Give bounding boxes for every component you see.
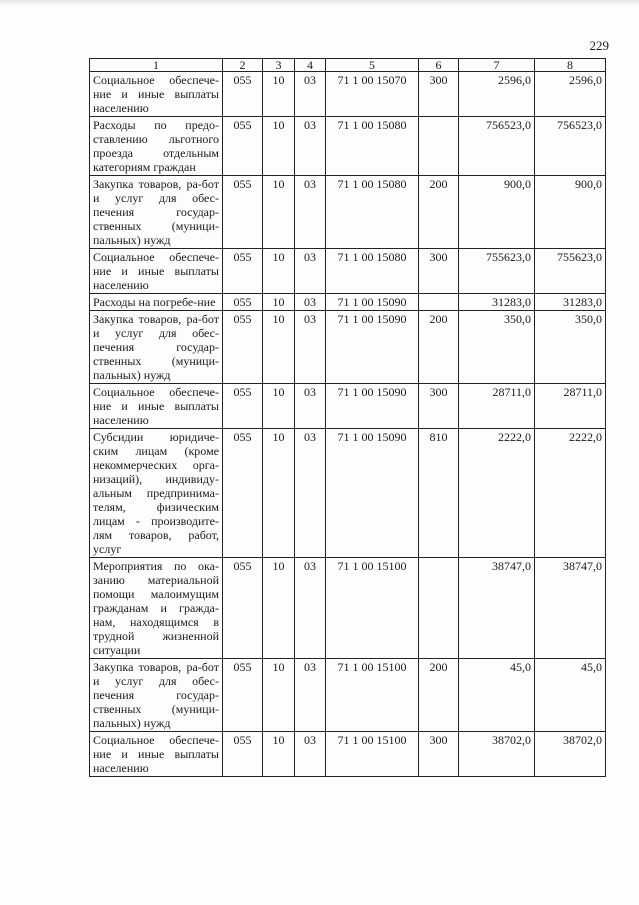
subsection-code-cell: 03 — [295, 558, 326, 659]
amount-cell: 2596,0 — [535, 72, 606, 117]
table-row — [90, 732, 606, 777]
row-name-cell: Субсидии юридиче-ским лицам (кроме некоммерческих орга-низаций), индивиду-альным предпринима-телям, физическим лицам - производите-лям товаров, работ, услуг — [90, 429, 223, 558]
expense-type-cell — [419, 558, 459, 659]
page-number: 229 — [589, 38, 609, 53]
header-row — [90, 59, 606, 72]
ministry-code-cell: 055 — [223, 117, 263, 176]
amount-cell: 45,0 — [535, 659, 606, 732]
expense-type-cell: 300 — [419, 249, 459, 294]
amount-cell: 2222,0 — [459, 429, 535, 558]
subsection-code-cell: 03 — [295, 249, 326, 294]
subsection-code-cell: 03 — [295, 294, 326, 311]
expense-type-cell: 200 — [419, 311, 459, 384]
subsection-code-cell: 03 — [295, 659, 326, 732]
expense-type-cell — [419, 294, 459, 311]
amount-cell: 38747,0 — [535, 558, 606, 659]
target-code-cell: 71 1 00 15100 — [326, 732, 419, 777]
section-code-cell: 10 — [263, 384, 295, 429]
ministry-code-cell: 055 — [223, 384, 263, 429]
target-code-cell: 71 1 00 15080 — [326, 176, 419, 249]
amount-cell: 2596,0 — [459, 72, 535, 117]
amount-cell: 38702,0 — [459, 732, 535, 777]
ministry-code-cell: 055 — [223, 558, 263, 659]
target-code-cell: 71 1 00 15100 — [326, 558, 419, 659]
amount-cell: 756523,0 — [535, 117, 606, 176]
ministry-code-cell: 055 — [223, 311, 263, 384]
amount-cell: 31283,0 — [459, 294, 535, 311]
amount-cell: 2222,0 — [535, 429, 606, 558]
table-row — [90, 311, 606, 384]
header-cell: 8 — [535, 59, 606, 72]
table-row — [90, 429, 606, 558]
row-name-cell: Закупка товаров, ра-бот и услуг для обес-печения государ-ственных (муници-пальных) нужд — [90, 176, 223, 249]
row-name-cell: Социальное обеспече-ние и иные выплаты населению — [90, 732, 223, 777]
section-code-cell: 10 — [263, 294, 295, 311]
table-row — [90, 72, 606, 117]
subsection-code-cell: 03 — [295, 384, 326, 429]
header-cell: 2 — [223, 59, 263, 72]
expense-type-cell: 300 — [419, 384, 459, 429]
table-row — [90, 249, 606, 294]
section-code-cell: 10 — [263, 659, 295, 732]
header-cell: 7 — [459, 59, 535, 72]
expense-type-cell: 300 — [419, 72, 459, 117]
amount-cell: 756523,0 — [459, 117, 535, 176]
section-code-cell: 10 — [263, 732, 295, 777]
amount-cell: 900,0 — [459, 176, 535, 249]
expense-type-cell: 200 — [419, 176, 459, 249]
section-code-cell: 10 — [263, 311, 295, 384]
ministry-code-cell: 055 — [223, 429, 263, 558]
table-body — [90, 72, 606, 777]
amount-cell: 900,0 — [535, 176, 606, 249]
amount-cell: 38702,0 — [535, 732, 606, 777]
ministry-code-cell: 055 — [223, 732, 263, 777]
amount-cell: 755623,0 — [535, 249, 606, 294]
target-code-cell: 71 1 00 15070 — [326, 72, 419, 117]
subsection-code-cell: 03 — [295, 176, 326, 249]
subsection-code-cell: 03 — [295, 732, 326, 777]
expense-type-cell — [419, 117, 459, 176]
ministry-code-cell: 055 — [223, 294, 263, 311]
row-name-cell: Социальное обеспече-ние и иные выплаты населению — [90, 72, 223, 117]
row-name-cell: Расходы на погребе-ние — [90, 294, 223, 311]
target-code-cell: 71 1 00 15090 — [326, 384, 419, 429]
budget-table — [89, 58, 606, 777]
target-code-cell: 71 1 00 15080 — [326, 249, 419, 294]
section-code-cell: 10 — [263, 429, 295, 558]
target-code-cell: 71 1 00 15080 — [326, 117, 419, 176]
ministry-code-cell: 055 — [223, 249, 263, 294]
amount-cell: 45,0 — [459, 659, 535, 732]
row-name-cell: Закупка товаров, ра-бот и услуг для обес-печения государ-ственных (муници-пальных) нужд — [90, 659, 223, 732]
expense-type-cell: 300 — [419, 732, 459, 777]
ministry-code-cell: 055 — [223, 176, 263, 249]
target-code-cell: 71 1 00 15090 — [326, 429, 419, 558]
subsection-code-cell: 03 — [295, 117, 326, 176]
row-name-cell: Мероприятия по ока-занию материальной помощи малоимущим гражданам и гражда-нам, находящимся в трудной жизненной ситуации — [90, 558, 223, 659]
target-code-cell: 71 1 00 15090 — [326, 311, 419, 384]
ministry-code-cell: 055 — [223, 72, 263, 117]
amount-cell: 28711,0 — [459, 384, 535, 429]
amount-cell: 38747,0 — [459, 558, 535, 659]
amount-cell: 31283,0 — [535, 294, 606, 311]
header-cell: 3 — [263, 59, 295, 72]
subsection-code-cell: 03 — [295, 311, 326, 384]
section-code-cell: 10 — [263, 72, 295, 117]
ministry-code-cell: 055 — [223, 659, 263, 732]
subsection-code-cell: 03 — [295, 72, 326, 117]
row-name-cell: Закупка товаров, ра-бот и услуг для обес-печения государ-ственных (муници-пальных) нужд — [90, 311, 223, 384]
table-row — [90, 558, 606, 659]
table-row — [90, 384, 606, 429]
amount-cell: 350,0 — [535, 311, 606, 384]
section-code-cell: 10 — [263, 249, 295, 294]
header-cell: 4 — [295, 59, 326, 72]
target-code-cell: 71 1 00 15090 — [326, 294, 419, 311]
table-row — [90, 176, 606, 249]
expense-type-cell: 810 — [419, 429, 459, 558]
scan-edge — [0, 0, 639, 6]
section-code-cell: 10 — [263, 117, 295, 176]
row-name-cell: Социальное обеспече-ние и иные выплаты населению — [90, 249, 223, 294]
header-cell: 1 — [90, 59, 223, 72]
section-code-cell: 10 — [263, 176, 295, 249]
amount-cell: 755623,0 — [459, 249, 535, 294]
expense-type-cell: 200 — [419, 659, 459, 732]
target-code-cell: 71 1 00 15100 — [326, 659, 419, 732]
table-row — [90, 117, 606, 176]
amount-cell: 28711,0 — [535, 384, 606, 429]
section-code-cell: 10 — [263, 558, 295, 659]
row-name-cell: Расходы по предо-ставлению льготного проезда отдельным категориям граждан — [90, 117, 223, 176]
table-row — [90, 659, 606, 732]
subsection-code-cell: 03 — [295, 429, 326, 558]
table-row — [90, 294, 606, 311]
amount-cell: 350,0 — [459, 311, 535, 384]
header-cell: 6 — [419, 59, 459, 72]
header-cell: 5 — [326, 59, 419, 72]
row-name-cell: Социальное обеспече-ние и иные выплаты населению — [90, 384, 223, 429]
